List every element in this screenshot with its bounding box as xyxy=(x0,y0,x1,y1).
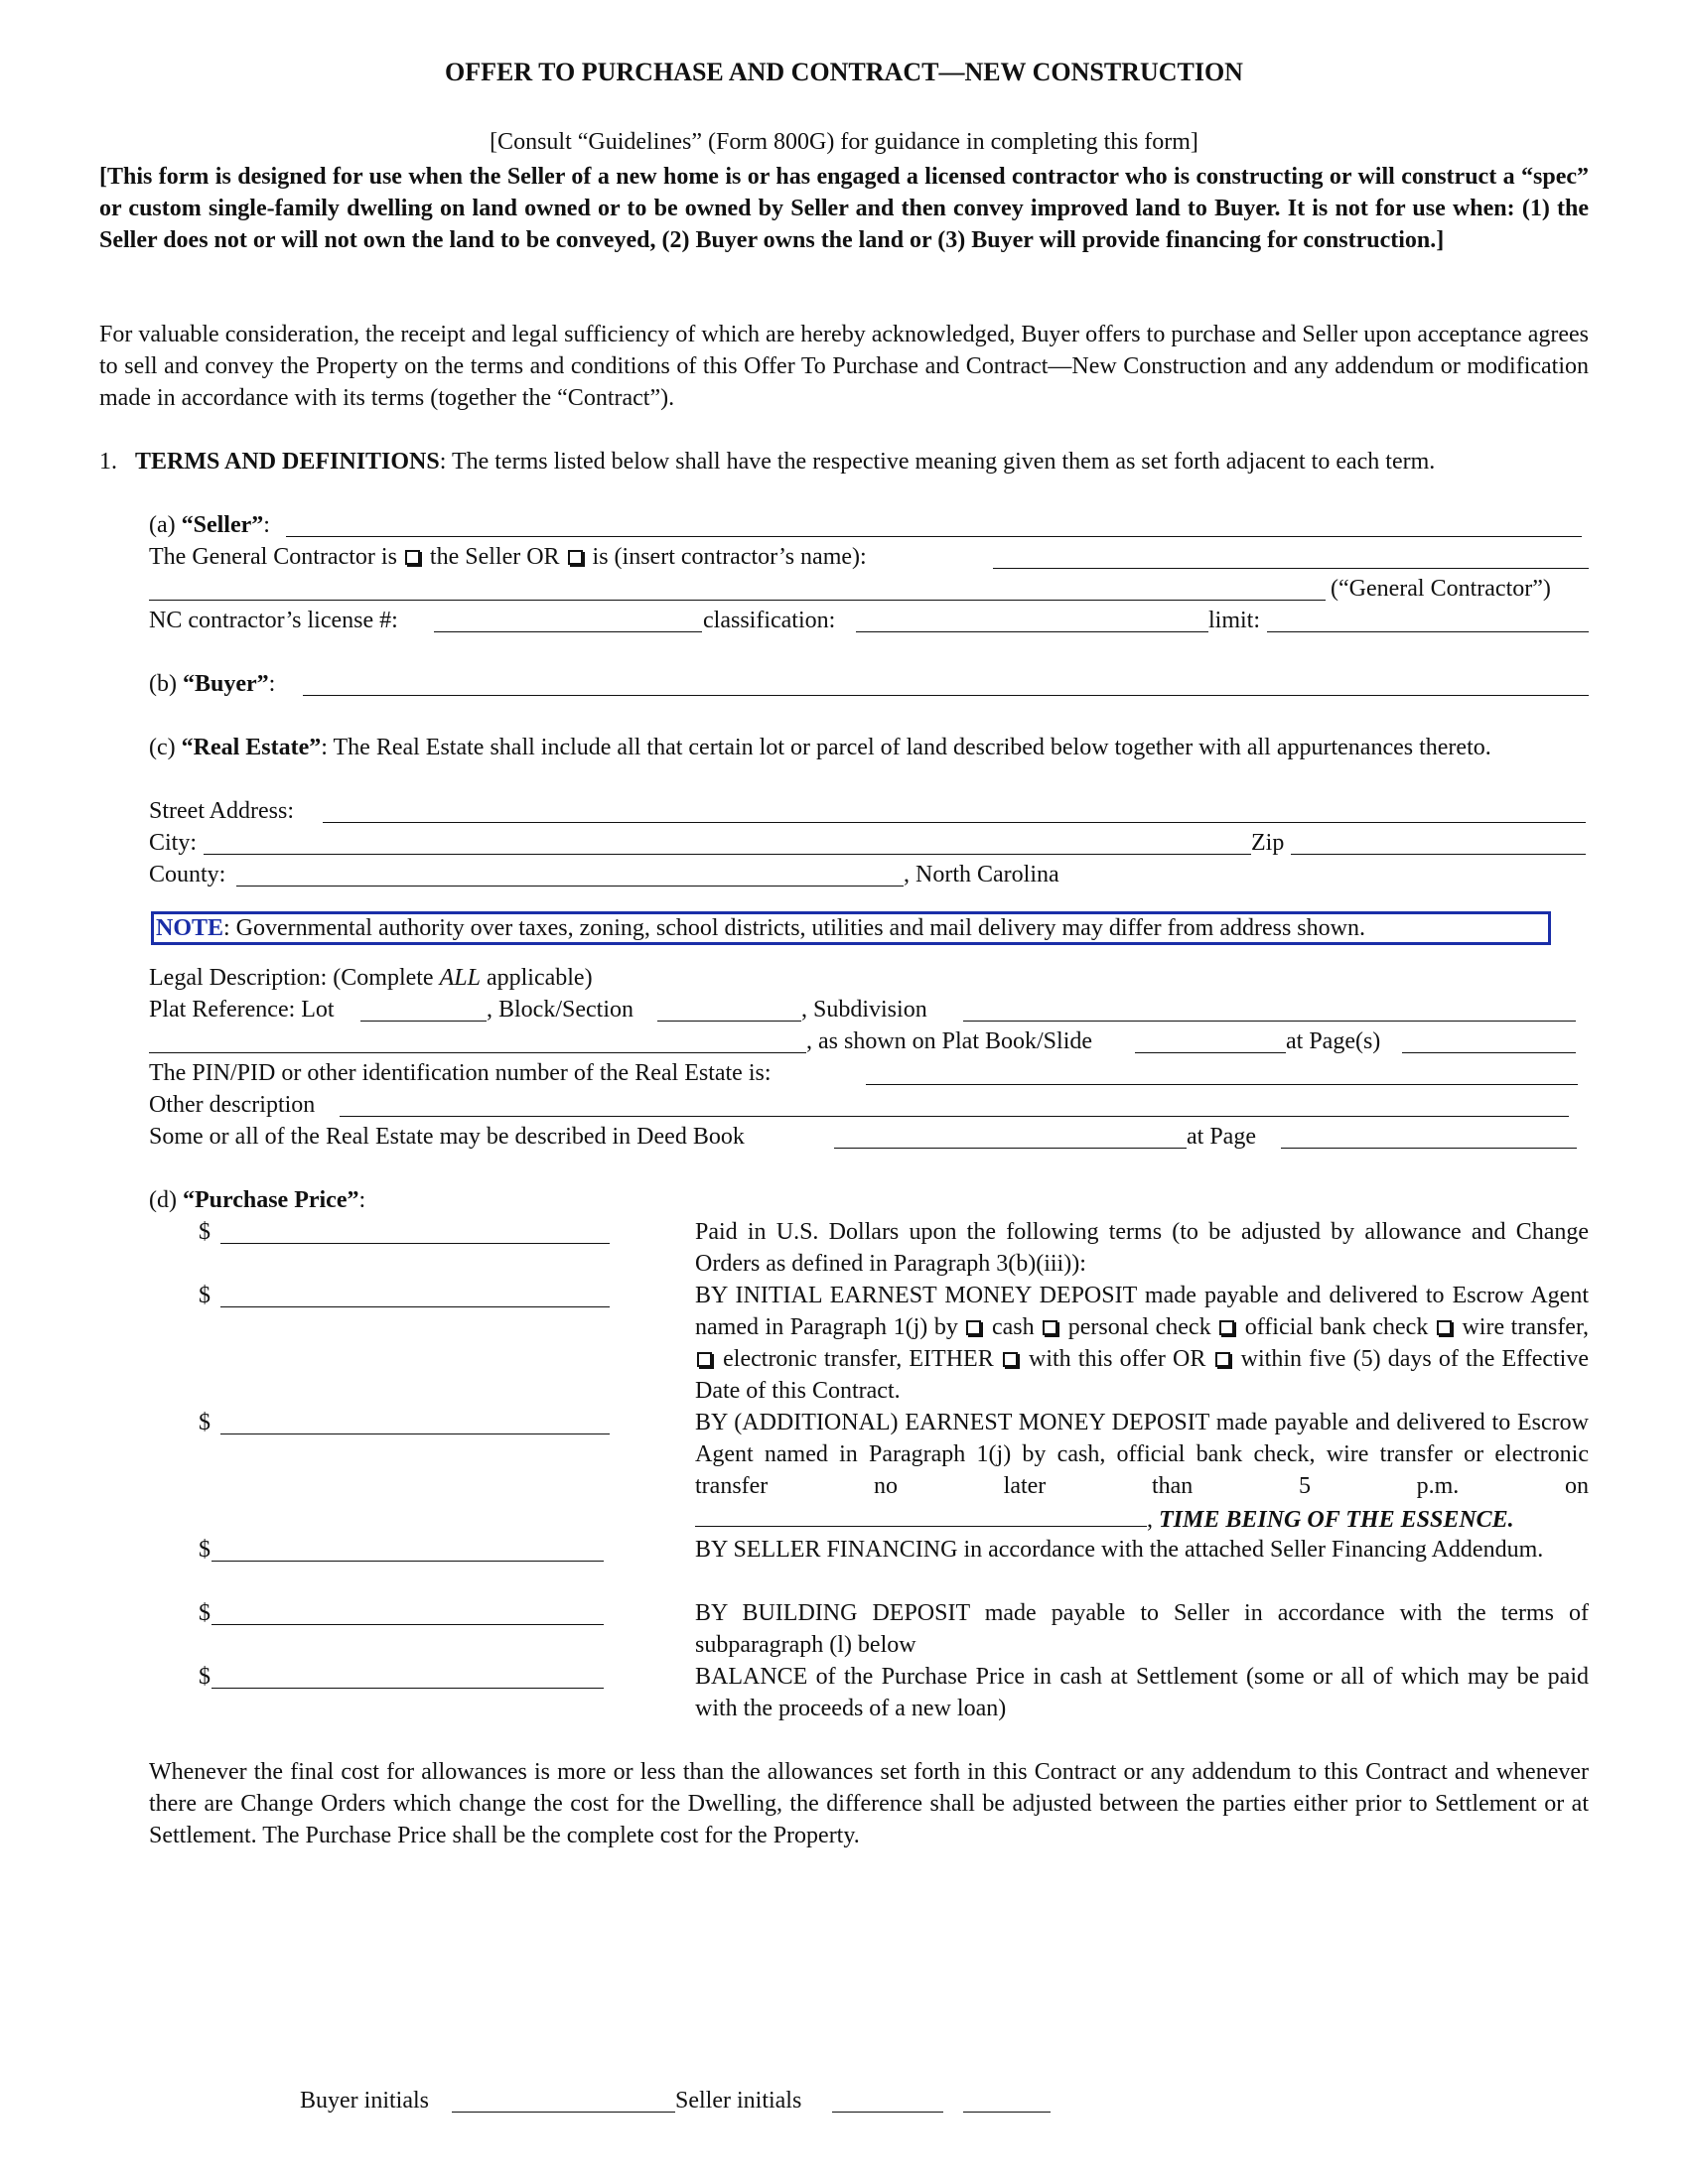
other-description-field[interactable] xyxy=(340,1114,1569,1117)
plat-book-field[interactable] xyxy=(1135,1050,1286,1053)
deed-page-field[interactable] xyxy=(1281,1146,1577,1149)
zip-label: Zip xyxy=(1251,830,1285,856)
purchase-price-label-row: (d) “Purchase Price”: xyxy=(149,1187,366,1213)
initial-deposit-amount-field[interactable] xyxy=(220,1304,610,1307)
classification-field[interactable] xyxy=(856,629,1208,632)
deed-book-field[interactable] xyxy=(834,1146,1187,1149)
real-estate-paragraph: (c) “Real Estate”: The Real Estate shall include all that certain lot or parcel of land described below together with all appurtenances thereto. xyxy=(149,735,1491,760)
classification-label: classification: xyxy=(703,608,836,633)
other-description-label: Other description xyxy=(149,1092,316,1118)
form-purpose-notice: [This form is designed for use when the Seller of a new home is or has engaged a licensed contractor who is constructing or will construct a “spec” or custom single-family dwelling on land owned or to be owned by Seller and then convey improved land to Buyer. It is not for use when: (1) the Seller does not or will not own the land to be conveyed, (2) Buyer owns the land or (3) Buyer will provide financing for construction.] xyxy=(99,164,1589,253)
general-contractor-suffix: (“General Contractor”) xyxy=(1331,576,1551,602)
address-note-box xyxy=(151,911,1551,945)
contractor-name-field[interactable] xyxy=(993,566,1589,569)
with-offer-checkbox[interactable] xyxy=(1003,1352,1018,1367)
allowances-paragraph: Whenever the final cost for allowances is more or less than the allowances set forth in this Contract or any addendum to this Contract and whenever there are Change Orders which change the cost for the Dwelling, the difference shall be adjusted between the parties either prior to Settlement or at Settlement. The Purchase Price shall be the complete cost for the Property. xyxy=(149,1759,1589,1848)
buyer-label: “Buyer” xyxy=(182,671,269,697)
legal-description-label: Legal Description: (Complete ALL applicable) xyxy=(149,965,593,991)
license-number-field[interactable] xyxy=(434,629,702,632)
real-estate-label: “Real Estate” xyxy=(181,735,322,760)
guidelines-note: [Consult “Guidelines” (Form 800G) for guidance in completing this form] xyxy=(490,129,1198,155)
city-label: City: xyxy=(149,830,198,856)
deed-page-label: at Page xyxy=(1187,1124,1256,1150)
contractor-name-field-line2[interactable] xyxy=(149,598,1326,601)
limit-label: limit: xyxy=(1208,608,1261,633)
plat-book-label: , as shown on Plat Book/Slide xyxy=(806,1028,1093,1054)
buyer-field[interactable] xyxy=(303,693,1589,696)
consideration-paragraph: For valuable consideration, the receipt and legal sufficiency of which are hereby acknowledged, Buyer offers to purchase and Seller upon acceptance agrees to sell and convey the Property on the terms and conditions of this Offer To Purchase and Contract—New Construction and any addendum or modification made in accordance with its terms (together the “Contract”). xyxy=(99,322,1589,411)
contractor-other-checkbox[interactable] xyxy=(568,550,583,565)
buyer-initials-label: Buyer initials xyxy=(300,2088,429,2114)
subdivision-field-line2[interactable] xyxy=(149,1050,806,1053)
street-address-label: Street Address: xyxy=(149,798,294,824)
pin-field[interactable] xyxy=(866,1082,1578,1085)
subdivision-field[interactable] xyxy=(963,1019,1576,1022)
plat-page-label: at Page(s) xyxy=(1286,1028,1381,1054)
seller-financing-text: BY SELLER FINANCING in accordance with the attached Seller Financing Addendum. xyxy=(695,1537,1544,1563)
payment-terms-text: Paid in U.S. Dollars upon the following terms (to be adjusted by allowance and Change Orders as defined in Paragraph 3(b)(iii)): xyxy=(695,1219,1589,1277)
seller-initials-field-2[interactable] xyxy=(963,2110,1051,2113)
dollar-sign: $ xyxy=(199,1600,211,1626)
deed-book-label: Some or all of the Real Estate may be described in Deed Book xyxy=(149,1124,745,1150)
dollar-sign: $ xyxy=(199,1410,211,1435)
building-deposit-amount-field[interactable] xyxy=(211,1622,604,1625)
building-deposit-text: BY BUILDING DEPOSIT made payable to Seller in accordance with the terms of subparagraph (l) below xyxy=(695,1600,1589,1658)
balance-text: BALANCE of the Purchase Price in cash at Settlement (some or all of which may be paid with the proceeds of a new loan) xyxy=(695,1664,1589,1721)
city-field[interactable] xyxy=(204,852,1251,855)
block-label: , Block/Section xyxy=(487,997,633,1023)
seller-initials-label: Seller initials xyxy=(675,2088,802,2114)
section-1-intro xyxy=(99,446,1589,478)
section-number: 1. xyxy=(99,449,117,475)
subdivision-label: , Subdivision xyxy=(801,997,927,1023)
personal-check-checkbox[interactable] xyxy=(1043,1320,1057,1335)
within-five-days-checkbox[interactable] xyxy=(1215,1352,1230,1367)
form-title: OFFER TO PURCHASE AND CONTRACT—NEW CONSTRUCTION xyxy=(445,58,1243,86)
seller-financing-amount-field[interactable] xyxy=(211,1559,604,1562)
buyer-label-row: (b) “Buyer”: xyxy=(149,671,276,697)
plat-lot-label: Plat Reference: Lot xyxy=(149,997,335,1023)
pin-label: The PIN/PID or other identification number of the Real Estate is: xyxy=(149,1060,772,1086)
section-heading: TERMS AND DEFINITIONS xyxy=(135,449,440,475)
electronic-transfer-checkbox[interactable] xyxy=(697,1352,712,1367)
state-suffix: , North Carolina xyxy=(904,862,1059,887)
section-text: : The terms listed below shall have the respective meaning given them as set forth adjacent to each term. xyxy=(439,449,1436,475)
note-label: NOTE xyxy=(156,915,224,941)
purchase-price-total-field[interactable] xyxy=(220,1241,610,1244)
county-label: County: xyxy=(149,862,226,887)
initial-earnest-money-text: BY INITIAL EARNEST MONEY DEPOSIT made payable and delivered to Escrow Agent named in Paragraph 1(j) by cash personal check official bank check wire transfer, electronic transfer, EITHER with this offer OR within five (5) days of the Effective Date of this Contract. xyxy=(695,1283,1589,1404)
buyer-initials-field[interactable] xyxy=(452,2110,675,2113)
balance-amount-field[interactable] xyxy=(211,1686,604,1689)
license-label: NC contractor’s license #: xyxy=(149,608,398,633)
plat-page-field[interactable] xyxy=(1402,1050,1576,1053)
contractor-row: The General Contractor is the Seller OR is (insert contractor’s name): xyxy=(149,544,867,570)
additional-deposit-date-row: , TIME BEING OF THE ESSENCE. xyxy=(695,1502,1514,1536)
seller-field[interactable] xyxy=(286,534,1582,537)
dollar-sign: $ xyxy=(199,1664,211,1690)
seller-initials-field-1[interactable] xyxy=(832,2110,943,2113)
dollar-sign: $ xyxy=(199,1537,211,1563)
cash-checkbox[interactable] xyxy=(966,1320,981,1335)
zip-field[interactable] xyxy=(1291,852,1586,855)
lot-field[interactable] xyxy=(360,1019,487,1022)
purchase-price-label: “Purchase Price” xyxy=(182,1187,359,1213)
dollar-sign: $ xyxy=(199,1283,211,1308)
contractor-is-seller-checkbox[interactable] xyxy=(405,550,420,565)
additional-deposit-date-field[interactable] xyxy=(695,1502,1147,1527)
street-address-field[interactable] xyxy=(323,820,1586,823)
dollar-sign: $ xyxy=(199,1219,211,1245)
seller-label: “Seller” xyxy=(181,512,264,538)
wire-transfer-checkbox[interactable] xyxy=(1437,1320,1452,1335)
additional-deposit-amount-field[interactable] xyxy=(220,1432,610,1434)
official-bank-check-checkbox[interactable] xyxy=(1219,1320,1234,1335)
time-of-essence: TIME BEING OF THE ESSENCE. xyxy=(1159,1507,1514,1533)
note-text: : Governmental authority over taxes, zoning, school districts, utilities and mail delivery may differ from address shown. xyxy=(223,915,1365,941)
county-field[interactable] xyxy=(236,884,904,887)
block-section-field[interactable] xyxy=(657,1019,801,1022)
limit-field[interactable] xyxy=(1267,629,1589,632)
seller-label-row: (a) “Seller”: xyxy=(149,512,270,538)
additional-earnest-money-text: BY (ADDITIONAL) EARNEST MONEY DEPOSIT made payable and delivered to Escrow Agent named in Paragraph 1(j) by cash, official bank check, wire transfer or electronic transfer no later than 5 p.m. on xyxy=(695,1410,1589,1499)
